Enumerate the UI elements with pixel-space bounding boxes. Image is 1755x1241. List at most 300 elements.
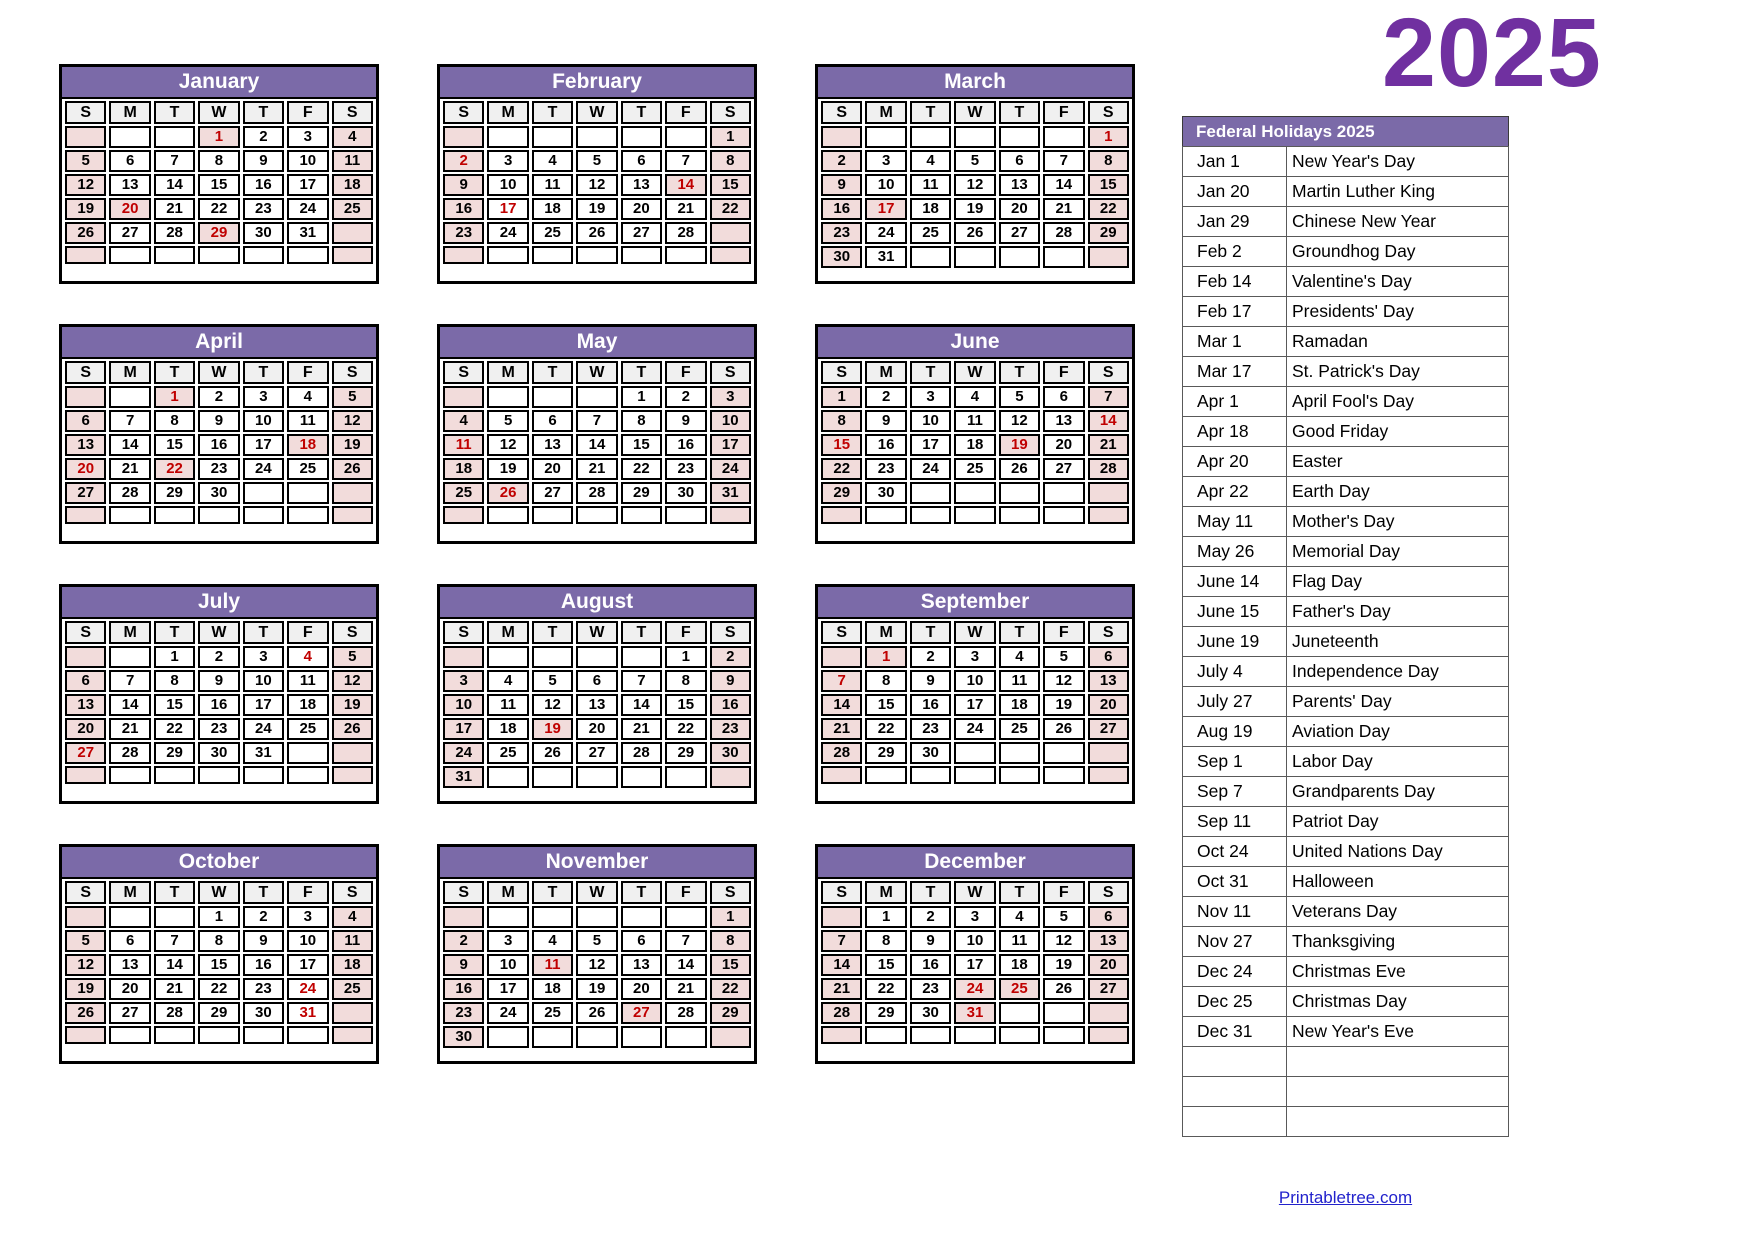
day-cell: 10: [954, 930, 995, 952]
day-cell: 23: [243, 198, 284, 220]
empty-day-cell: [332, 1002, 373, 1024]
day-cell: 4: [332, 906, 373, 928]
empty-day-cell: [1088, 482, 1129, 504]
day-cell: 8: [154, 410, 195, 432]
day-cell: 12: [1043, 930, 1084, 952]
empty-day-cell: [1088, 766, 1129, 784]
day-cell: 7: [1043, 150, 1084, 172]
day-cell: 13: [1088, 670, 1129, 692]
day-cell: 15: [154, 434, 195, 456]
day-cell: 28: [621, 742, 662, 764]
day-header-cell: S: [332, 101, 373, 124]
day-cell: 11: [999, 670, 1040, 692]
day-header-cell: M: [865, 621, 906, 644]
month-title: June: [818, 327, 1132, 359]
empty-day-cell: [243, 246, 284, 264]
day-header-cell: S: [1088, 621, 1129, 644]
holiday-date: June 15: [1183, 597, 1287, 627]
day-cell: 30: [710, 742, 751, 764]
day-header-cell: F: [665, 101, 706, 124]
day-cell: 27: [999, 222, 1040, 244]
day-cell: 20: [621, 198, 662, 220]
day-header-cell: M: [487, 361, 528, 384]
day-cell: 5: [1043, 646, 1084, 668]
holiday-date-empty: [1183, 1107, 1287, 1137]
day-cell: 25: [999, 978, 1040, 1000]
day-cell: 18: [954, 434, 995, 456]
day-cell: 17: [954, 954, 995, 976]
empty-day-cell: [576, 126, 617, 148]
day-cell: 22: [1088, 198, 1129, 220]
day-cell: 4: [999, 906, 1040, 928]
empty-day-cell: [865, 766, 906, 784]
day-cell: 14: [665, 954, 706, 976]
holiday-date: Dec 25: [1183, 987, 1287, 1017]
day-cell: 20: [576, 718, 617, 740]
day-header-cell: S: [710, 621, 751, 644]
month-title: July: [62, 587, 376, 619]
day-cell: 21: [154, 978, 195, 1000]
holidays-header: Federal Holidays 2025: [1182, 116, 1509, 146]
day-cell: 14: [109, 434, 150, 456]
empty-day-cell: [487, 646, 528, 668]
holiday-row: [1183, 447, 1509, 477]
empty-day-cell: [710, 766, 751, 788]
day-cell: 23: [821, 222, 862, 244]
holiday-date: Feb 14: [1183, 267, 1287, 297]
month-title: October: [62, 847, 376, 879]
month-table: [818, 879, 1132, 1046]
day-cell: 23: [910, 978, 951, 1000]
holiday-name: United Nations Day: [1287, 837, 1509, 867]
empty-day-cell: [1043, 1002, 1084, 1024]
day-cell: 4: [532, 930, 573, 952]
day-cell: 25: [332, 978, 373, 1000]
day-cell: 24: [287, 978, 328, 1000]
empty-day-cell: [865, 506, 906, 524]
day-cell: 10: [487, 174, 528, 196]
empty-day-cell: [109, 906, 150, 928]
day-header-cell: F: [287, 621, 328, 644]
day-cell: 22: [865, 718, 906, 740]
day-cell: 22: [198, 198, 239, 220]
holiday-date: Apr 18: [1183, 417, 1287, 447]
empty-day-cell: [65, 506, 106, 524]
day-cell: 6: [532, 410, 573, 432]
day-cell: 4: [532, 150, 573, 172]
empty-day-cell: [154, 906, 195, 928]
day-cell: 15: [821, 434, 862, 456]
day-header-cell: M: [109, 101, 150, 124]
empty-day-cell: [576, 386, 617, 408]
holiday-name-empty: [1287, 1047, 1509, 1077]
empty-day-cell: [532, 386, 573, 408]
day-cell: 13: [532, 434, 573, 456]
empty-day-cell: [954, 246, 995, 268]
day-header-cell: W: [198, 621, 239, 644]
day-cell: 19: [1043, 954, 1084, 976]
day-cell: 10: [865, 174, 906, 196]
holiday-name: Presidents' Day: [1287, 297, 1509, 327]
empty-day-cell: [487, 126, 528, 148]
day-cell: 23: [443, 222, 484, 244]
day-cell: 12: [999, 410, 1040, 432]
empty-day-cell: [999, 1002, 1040, 1024]
day-cell: 9: [443, 174, 484, 196]
day-cell: 31: [287, 222, 328, 244]
day-cell: 6: [621, 150, 662, 172]
day-header-cell: S: [65, 361, 106, 384]
holiday-name: St. Patrick's Day: [1287, 357, 1509, 387]
day-cell: 11: [287, 670, 328, 692]
empty-day-cell: [154, 506, 195, 524]
day-cell: 20: [532, 458, 573, 480]
empty-day-cell: [710, 222, 751, 244]
day-cell: 14: [1043, 174, 1084, 196]
holiday-date: Dec 24: [1183, 957, 1287, 987]
month-title: April: [62, 327, 376, 359]
day-cell: 21: [576, 458, 617, 480]
empty-day-cell: [287, 506, 328, 524]
day-cell: 8: [710, 930, 751, 952]
day-cell: 20: [999, 198, 1040, 220]
holiday-empty-row: [1183, 1047, 1509, 1077]
empty-day-cell: [1088, 246, 1129, 268]
year-title: 2025: [1382, 0, 1602, 107]
day-header-cell: T: [999, 621, 1040, 644]
empty-day-cell: [621, 766, 662, 788]
empty-day-cell: [865, 1026, 906, 1044]
day-cell: 29: [154, 482, 195, 504]
empty-day-cell: [954, 766, 995, 784]
day-cell: 8: [821, 410, 862, 432]
day-cell: 13: [621, 174, 662, 196]
holiday-date: Nov 27: [1183, 927, 1287, 957]
day-cell: 27: [576, 742, 617, 764]
day-cell: 17: [243, 694, 284, 716]
day-cell: 25: [910, 222, 951, 244]
holiday-date: May 11: [1183, 507, 1287, 537]
day-cell: 7: [821, 930, 862, 952]
day-cell: 26: [65, 222, 106, 244]
empty-day-cell: [65, 1026, 106, 1044]
holiday-row: [1183, 327, 1509, 357]
day-header-cell: S: [821, 101, 862, 124]
empty-day-cell: [954, 742, 995, 764]
day-cell: 19: [65, 978, 106, 1000]
day-cell: 16: [443, 198, 484, 220]
day-header-cell: T: [243, 621, 284, 644]
day-cell: 20: [621, 978, 662, 1000]
holiday-name: Groundhog Day: [1287, 237, 1509, 267]
month-june: [815, 324, 1135, 544]
holiday-row: [1183, 147, 1509, 177]
empty-day-cell: [65, 386, 106, 408]
day-cell: 8: [621, 410, 662, 432]
day-cell: 15: [865, 694, 906, 716]
footer: [1182, 1188, 1509, 1208]
month-december: [815, 844, 1135, 1064]
empty-day-cell: [1088, 506, 1129, 524]
day-header-cell: S: [332, 881, 373, 904]
day-cell: 3: [243, 646, 284, 668]
day-header-cell: F: [665, 621, 706, 644]
day-cell: 21: [665, 198, 706, 220]
empty-day-cell: [1043, 246, 1084, 268]
empty-day-cell: [1043, 126, 1084, 148]
holiday-name: New Year's Eve: [1287, 1017, 1509, 1047]
empty-day-cell: [954, 506, 995, 524]
day-cell: 12: [332, 410, 373, 432]
empty-day-cell: [332, 506, 373, 524]
day-header-cell: T: [243, 361, 284, 384]
day-cell: 3: [243, 386, 284, 408]
day-cell: 1: [198, 126, 239, 148]
day-cell: 10: [910, 410, 951, 432]
day-header-cell: S: [65, 621, 106, 644]
day-cell: 14: [621, 694, 662, 716]
day-cell: 27: [1088, 978, 1129, 1000]
day-cell: 30: [198, 742, 239, 764]
day-header-cell: F: [665, 881, 706, 904]
empty-day-cell: [487, 506, 528, 524]
day-cell: 25: [487, 742, 528, 764]
empty-day-cell: [243, 1026, 284, 1044]
day-cell: 13: [1043, 410, 1084, 432]
holiday-name: Christmas Eve: [1287, 957, 1509, 987]
holiday-date: May 26: [1183, 537, 1287, 567]
day-cell: 2: [910, 906, 951, 928]
day-cell: 12: [65, 954, 106, 976]
day-cell: 21: [154, 198, 195, 220]
day-cell: 27: [65, 482, 106, 504]
day-cell: 4: [332, 126, 373, 148]
day-cell: 21: [1088, 434, 1129, 456]
holiday-name: Earth Day: [1287, 477, 1509, 507]
empty-day-cell: [532, 646, 573, 668]
month-table: [440, 619, 754, 790]
day-cell: 8: [154, 670, 195, 692]
month-table: [818, 99, 1132, 270]
day-cell: 12: [576, 174, 617, 196]
holiday-name: Parents' Day: [1287, 687, 1509, 717]
day-header-cell: M: [109, 621, 150, 644]
empty-day-cell: [487, 1026, 528, 1048]
holiday-name: Halloween: [1287, 867, 1509, 897]
empty-day-cell: [665, 246, 706, 264]
day-cell: 30: [910, 742, 951, 764]
month-table: [62, 359, 376, 526]
day-header-cell: T: [532, 881, 573, 904]
day-cell: 23: [865, 458, 906, 480]
day-header-cell: M: [109, 361, 150, 384]
day-cell: 1: [710, 906, 751, 928]
day-cell: 25: [954, 458, 995, 480]
day-cell: 4: [287, 646, 328, 668]
empty-day-cell: [109, 506, 150, 524]
empty-day-cell: [865, 126, 906, 148]
empty-day-cell: [243, 506, 284, 524]
day-cell: 9: [910, 670, 951, 692]
day-cell: 27: [65, 742, 106, 764]
empty-day-cell: [621, 126, 662, 148]
day-header-cell: S: [1088, 881, 1129, 904]
day-cell: 12: [65, 174, 106, 196]
empty-day-cell: [910, 246, 951, 268]
day-cell: 31: [287, 1002, 328, 1024]
day-cell: 14: [665, 174, 706, 196]
holiday-date: Mar 1: [1183, 327, 1287, 357]
day-cell: 10: [954, 670, 995, 692]
day-header-cell: T: [532, 621, 573, 644]
day-cell: 3: [710, 386, 751, 408]
empty-day-cell: [109, 1026, 150, 1044]
empty-day-cell: [487, 906, 528, 928]
day-cell: 13: [109, 954, 150, 976]
month-table: [818, 619, 1132, 786]
empty-day-cell: [999, 482, 1040, 504]
day-cell: 17: [910, 434, 951, 456]
day-header-cell: W: [576, 361, 617, 384]
day-cell: 28: [821, 1002, 862, 1024]
day-cell: 7: [665, 150, 706, 172]
holiday-row: [1183, 537, 1509, 567]
empty-day-cell: [532, 506, 573, 524]
day-header-cell: W: [198, 101, 239, 124]
day-cell: 24: [710, 458, 751, 480]
day-cell: 12: [576, 954, 617, 976]
day-cell: 19: [332, 694, 373, 716]
day-cell: 2: [865, 386, 906, 408]
day-cell: 25: [999, 718, 1040, 740]
day-cell: 9: [865, 410, 906, 432]
day-header-cell: M: [487, 621, 528, 644]
day-header-cell: F: [665, 361, 706, 384]
day-cell: 12: [487, 434, 528, 456]
day-cell: 30: [910, 1002, 951, 1024]
empty-day-cell: [65, 646, 106, 668]
day-header-cell: T: [621, 621, 662, 644]
day-cell: 25: [287, 458, 328, 480]
empty-day-cell: [576, 646, 617, 668]
day-header-cell: F: [287, 881, 328, 904]
day-cell: 26: [999, 458, 1040, 480]
holiday-date-empty: [1183, 1047, 1287, 1077]
day-cell: 27: [621, 1002, 662, 1024]
empty-day-cell: [621, 906, 662, 928]
holiday-name: Patriot Day: [1287, 807, 1509, 837]
day-cell: 8: [865, 670, 906, 692]
empty-day-cell: [665, 506, 706, 524]
day-cell: 21: [109, 718, 150, 740]
day-cell: 4: [954, 386, 995, 408]
day-header-cell: T: [999, 101, 1040, 124]
day-cell: 16: [198, 434, 239, 456]
holiday-row: [1183, 267, 1509, 297]
day-cell: 15: [154, 694, 195, 716]
day-header-cell: T: [999, 361, 1040, 384]
day-header-cell: M: [865, 361, 906, 384]
day-cell: 11: [954, 410, 995, 432]
day-cell: 22: [154, 718, 195, 740]
empty-day-cell: [65, 126, 106, 148]
day-header-cell: S: [1088, 361, 1129, 384]
empty-day-cell: [910, 126, 951, 148]
day-cell: 21: [665, 978, 706, 1000]
empty-day-cell: [287, 742, 328, 764]
day-header-cell: T: [532, 361, 573, 384]
day-cell: 22: [198, 978, 239, 1000]
day-cell: 5: [954, 150, 995, 172]
day-cell: 7: [154, 930, 195, 952]
holiday-name: Valentine's Day: [1287, 267, 1509, 297]
holiday-name: Labor Day: [1287, 747, 1509, 777]
day-cell: 2: [665, 386, 706, 408]
empty-day-cell: [999, 742, 1040, 764]
holiday-row: [1183, 657, 1509, 687]
holiday-name: Memorial Day: [1287, 537, 1509, 567]
day-cell: 23: [243, 978, 284, 1000]
empty-day-cell: [1088, 742, 1129, 764]
day-cell: 24: [243, 458, 284, 480]
day-cell: 28: [109, 742, 150, 764]
empty-day-cell: [532, 126, 573, 148]
empty-day-cell: [1088, 1002, 1129, 1024]
day-cell: 26: [65, 1002, 106, 1024]
empty-day-cell: [621, 246, 662, 264]
printabletree-link[interactable]: Printabletree.com: [1278, 1188, 1413, 1207]
day-cell: 28: [1088, 458, 1129, 480]
day-header-cell: S: [821, 621, 862, 644]
day-cell: 2: [910, 646, 951, 668]
day-cell: 28: [576, 482, 617, 504]
day-header-cell: S: [443, 881, 484, 904]
holiday-date: Aug 19: [1183, 717, 1287, 747]
holiday-date-empty: [1183, 1077, 1287, 1107]
day-cell: 4: [910, 150, 951, 172]
day-cell: 30: [665, 482, 706, 504]
day-cell: 1: [198, 906, 239, 928]
day-cell: 21: [109, 458, 150, 480]
day-cell: 18: [443, 458, 484, 480]
month-august: [437, 584, 757, 804]
day-cell: 11: [332, 150, 373, 172]
day-cell: 3: [287, 906, 328, 928]
day-cell: 5: [332, 386, 373, 408]
day-cell: 14: [821, 694, 862, 716]
day-cell: 29: [198, 222, 239, 244]
day-header-cell: T: [154, 361, 195, 384]
day-cell: 28: [665, 222, 706, 244]
holiday-name: Thanksgiving: [1287, 927, 1509, 957]
day-cell: 2: [198, 646, 239, 668]
day-cell: 28: [154, 222, 195, 244]
day-cell: 2: [443, 930, 484, 952]
day-cell: 11: [443, 434, 484, 456]
empty-day-cell: [999, 246, 1040, 268]
day-cell: 13: [999, 174, 1040, 196]
day-header-cell: M: [487, 101, 528, 124]
day-cell: 30: [198, 482, 239, 504]
empty-day-cell: [1043, 1026, 1084, 1044]
day-cell: 27: [532, 482, 573, 504]
day-cell: 28: [665, 1002, 706, 1024]
day-cell: 1: [621, 386, 662, 408]
empty-day-cell: [443, 126, 484, 148]
day-cell: 25: [332, 198, 373, 220]
empty-day-cell: [821, 766, 862, 784]
day-header-cell: T: [243, 101, 284, 124]
